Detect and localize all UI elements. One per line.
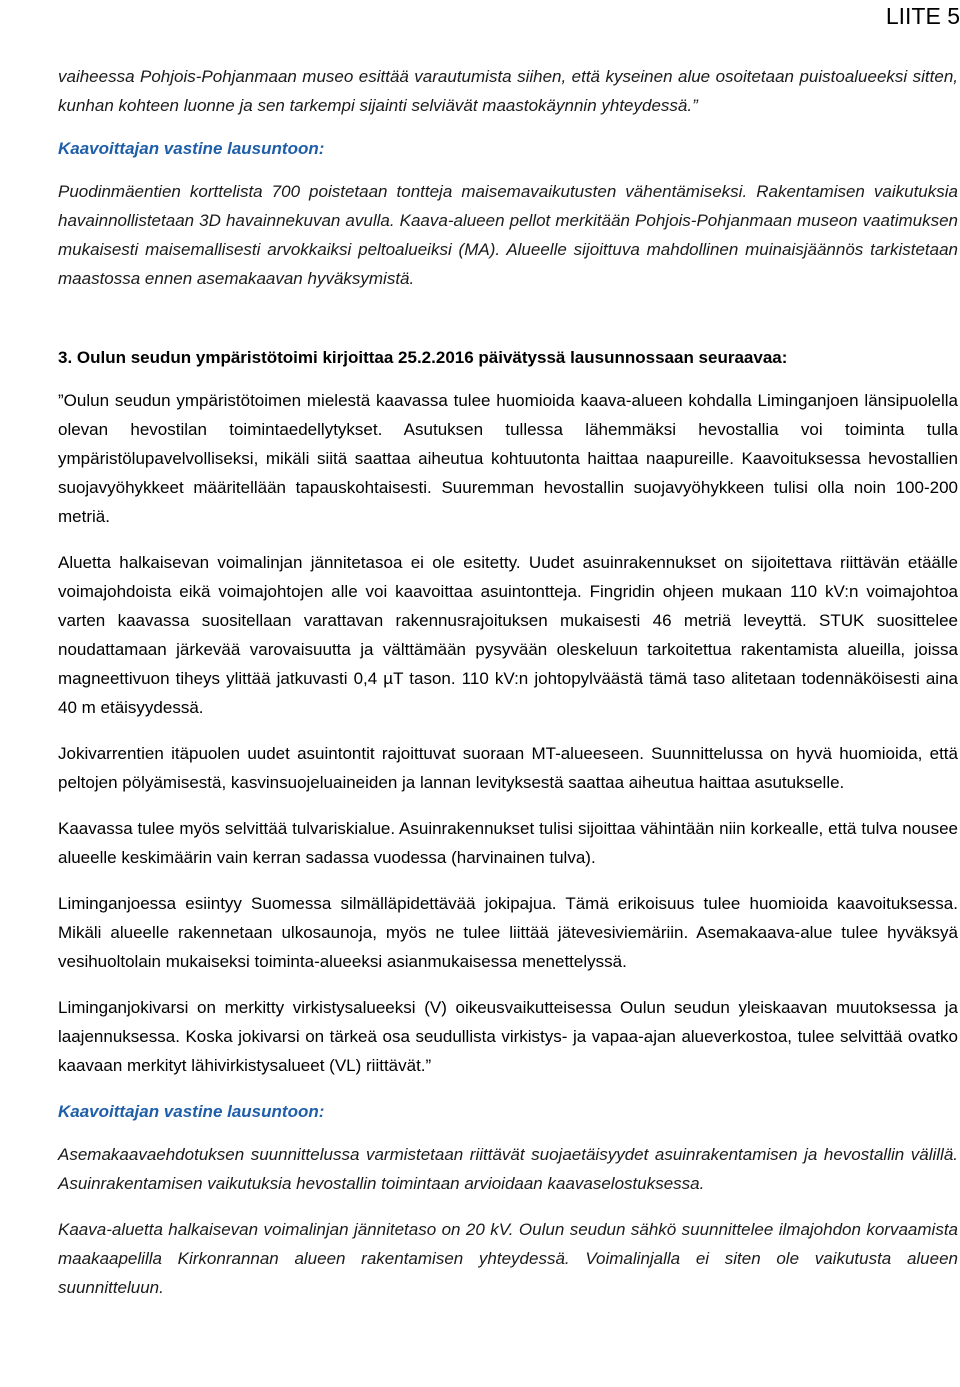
vastine-paragraph-1: Puodinmäentien korttelista 700 poistetaan tontteja maisemavaikutusten vähentämiseksi. Rakentamisen vaikutuksia havainnollistetaan 3D havainnekuvan avulla. Kaava-alueen pellot merkitään Pohjois-Pohjanmaan museon vaatimuksen mukaisesti maisemallisesti arvokkaiksi peltoalueiksi (MA). Alueelle sijoittuva mahdollinen muinaisjäännös tarkistetaan maastossa ennen asemakaavan hyväksymistä. <box>58 182 958 288</box>
appendix-label: LIITE 5 <box>885 3 960 29</box>
statement-paragraph-2: Aluetta halkaisevan voimalinjan jännitetasoa ei ole esitetty. Uudet asuinrakennukset on sijoitettava riittävän etäälle voimajohdoista eikä voimajohtojen alle voi kaavoittaa asuintontteja. Fingridin ohjeen mukaan 110 kV:n voimajohtoa varten kaavassa suositellaan varattavan rakennusrajoituksen mukaisesti 46 metriä leveyttä. STUK suosittelee noudattamaan järkevää varovaisuutta ja välttämään pysyvään oleskeluun tarkoitettua rakentamista alueilla, joissa magneettivuon tiheys ylittää jatkuvasti 0,4 µT tason. 110 kV:n johtopylväästä tämä taso alitetaan todennäköisesti aina 40 m etäisyydessä. <box>58 553 958 717</box>
statement-paragraph-4: Kaavassa tulee myös selvittää tulvariskialue. Asuinrakennukset tulisi sijoittaa vähintään niin korkealle, että tulva nousee alueelle keskimäärin vain kerran sadassa vuodessa (harvinainen tulva). <box>58 819 958 867</box>
intro-paragraph: vaiheessa Pohjois-Pohjanmaan museo esittää varautumista siihen, että kyseinen alue osoitetaan puistoalueeksi sitten, kunhan kohteen luonne ja sen tarkempi sijainti selviävät maastokäynnin yhteydessä.” <box>58 67 958 115</box>
section-3-heading: 3. Oulun seudun ympäristötoimi kirjoittaa 25.2.2016 päivätyssä lausunnossaan seuraavaa: <box>58 348 788 367</box>
vastine-paragraph-2b: Kaava-aluetta halkaisevan voimalinjan jännitetaso on 20 kV. Oulun seudun sähkö suunnittelee ilmajohdon korvaamista maakaapelilla Kirkonrannan alueen rakentamisen yhteydessä. Voimalinjalla ei siten ole vaikutusta alueen suunnitteluun. <box>58 1220 958 1297</box>
vastine-heading-2: Kaavoittajan vastine lausuntoon: <box>58 1102 325 1121</box>
statement-paragraph-6: Liminganjokivarsi on merkitty virkistysalueeksi (V) oikeusvaikutteisessa Oulun seudun yleiskaavan muutoksessa ja laajennuksessa. Koska jokivarsi on tärkeä osa seudullista virkistys- ja vapaa-ajan alueverkostoa, tulee selvittää ovatko kaavaan merkityt lähivirkistysalueet (VL) riittävät.” <box>58 998 958 1075</box>
vastine-paragraph-2a: Asemakaavaehdotuksen suunnittelussa varmistetaan riittävät suojaetäisyydet asuinrakentamisen ja hevostallin välillä. Asuinrakentamisen vaikutuksia hevostallin toimintaan arvioidaan kaavaselostuksessa. <box>58 1145 958 1193</box>
statement-paragraph-1: ”Oulun seudun ympäristötoimen mielestä kaavassa tulee huomioida kaava-alueen kohdalla Liminganjoen länsipuolella olevan hevostilan toimintaedellytykset. Asutuksen tullessa lähemmäksi hevostallia voi toiminta tulla ympäristölupavelvolliseksi, mikäli siitä saattaa aiheutua kohtuutonta haittaa naapureille. Kaavoituksessa hevostallien suojavyöhykkeet määritellään tapauskohtaisesti. Suuremman hevostallin suojavyöhykkeen tulisi olla noin 100-200 metriä. <box>58 391 958 526</box>
vastine-heading-1: Kaavoittajan vastine lausuntoon: <box>58 139 325 158</box>
page-content <box>58 62 958 1302</box>
statement-paragraph-5: Liminganjoessa esiintyy Suomessa silmälläpidettävää jokipajua. Tämä erikoisuus tulee huomioida kaavoituksessa. Mikäli alueelle rakennetaan ulkosaunoja, myös ne tulee liittää jätevesiviemäriin. Asemakaava-alue tulee hyväksyä vesihuoltolain mukaiseksi toiminta-alueeksi asianmukaisessa menettelyssä. <box>58 894 958 971</box>
statement-paragraph-3: Jokivarrentien itäpuolen uudet asuintontit rajoittuvat suoraan MT-alueeseen. Suunnittelussa on hyvä huomioida, että peltojen pölyämisestä, kasvinsuojeluaineiden ja lannan levityksestä saattaa aiheutua haittaa asutukselle. <box>58 744 958 792</box>
